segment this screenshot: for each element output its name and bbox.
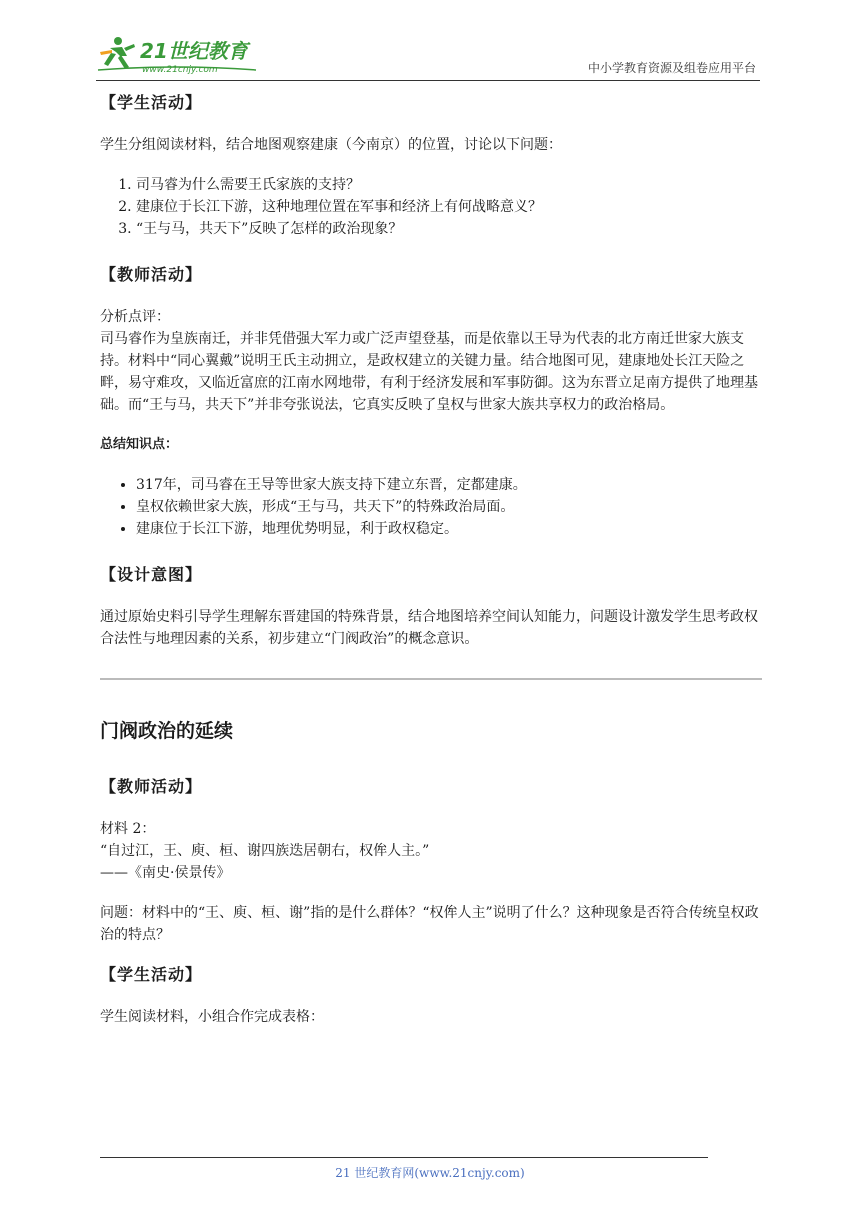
material-label: 材料 2：	[100, 821, 156, 837]
analysis-body: 司马睿作为皇族南迁，并非凭借强大军力或广泛声望登基，而是依靠以王导为代表的北方南迁世家大族支持。材料中“同心翼戴”说明王氏主动拥立，是政权建立的关键力量。结合地图可见，建康地处长江天险之畔，易守难攻，又临近富庶的江南水网地带，有利于经济发展和军事防御。这为东晋立足南方提供了地理基础。而“王与马，共天下”并非夸张说法，它真实反映了皇权与世家大族共享权力的政治格局。	[100, 331, 758, 413]
platform-name: 中小学教育资源及组卷应用平台	[587, 61, 756, 75]
question-item: 2. 建康位于长江下游，这种地理位置在军事和经济上有何战略意义？	[136, 196, 762, 218]
summary-points	[100, 474, 762, 540]
section-title-teacher-activity: 【教师活动】	[100, 265, 203, 284]
summary-point: • 皇权依赖世家大族，形成“王与马，共天下”的特殊政治局面。	[136, 496, 762, 518]
chapter-title: 门阀政治的延续	[100, 720, 234, 742]
question-item: 1. 司马睿为什么需要王氏家族的支持？	[136, 174, 762, 196]
logo-text: 21世纪教育	[140, 39, 248, 63]
material-quote: “自过江，王、庾、桓、谢四族迭居朝右，权侔人主。”	[100, 843, 430, 859]
document-body	[100, 92, 762, 1046]
summary-point: • 建康位于长江下游，地理优势明显，利于政权稳定。	[136, 518, 762, 540]
logo-21cnjy	[96, 34, 266, 76]
discussion-questions	[100, 174, 762, 240]
section-divider	[100, 678, 762, 680]
summary-title: 总结知识点：	[100, 437, 179, 452]
section-title-teacher-activity-2: 【教师活动】	[100, 777, 203, 796]
student2-body: 学生阅读材料，小组合作完成表格：	[100, 1009, 324, 1025]
student-intro: 学生分组阅读材料，结合地图观察建康（今南京）的位置，讨论以下问题：	[100, 137, 562, 153]
section-title-design-intent: 【设计意图】	[100, 565, 203, 584]
analysis-label: 分析点评：	[100, 309, 170, 325]
section-title-student-activity-2: 【学生活动】	[100, 965, 203, 984]
footer-divider	[100, 1157, 708, 1158]
summary-point: • 317年，司马睿在王导等世家大族支持下建立东晋，定都建康。	[136, 474, 762, 496]
section-title-student-activity: 【学生活动】	[100, 93, 203, 112]
material-source: ——《南史·侯景传》	[100, 865, 231, 881]
material-question: 问题：材料中的“王、庾、桓、谢”指的是什么群体？“权侔人主”说明了什么？这种现象是否符合传统皇权政治的特点？	[100, 905, 759, 943]
question-item: 3. “王与马，共天下”反映了怎样的政治现象？	[136, 218, 762, 240]
design-body: 通过原始史料引导学生理解东晋建国的特殊背景，结合地图培养空间认知能力，问题设计激发学生思考政权合法性与地理因素的关系，初步建立“门阀政治”的概念意识。	[100, 609, 758, 647]
logo-url: www.21cnjy.com	[142, 65, 218, 75]
page-header	[96, 30, 760, 81]
footer-text: 21 世纪教育网(www.21cnjy.com)	[335, 1166, 525, 1180]
